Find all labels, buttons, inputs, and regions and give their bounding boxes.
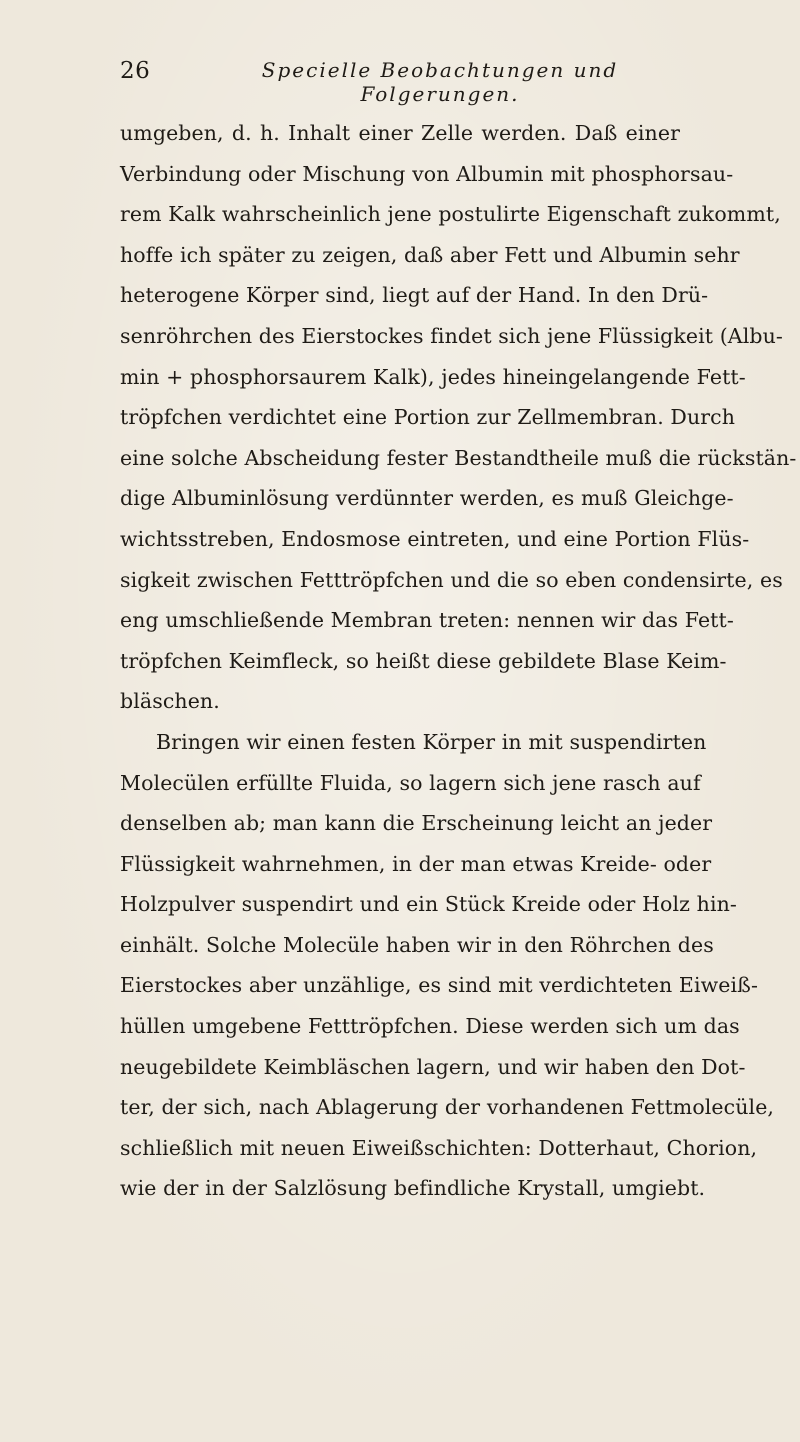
text-line: schließlich mit neuen Eiweißschichten: Dotterhaut, Chorion, bbox=[120, 1135, 758, 1160]
text-line: bläschen. bbox=[120, 689, 220, 714]
text-line: hoffe ich später zu zeigen, daß aber Fett und Albumin sehr bbox=[120, 242, 740, 267]
text-line: min + phosphorsaurem Kalk), jedes hineingelangende Fett- bbox=[120, 364, 746, 389]
page-header bbox=[120, 58, 680, 106]
text-line: rem Kalk wahrscheinlich jene postulirte Eigenschaft zukommt, bbox=[120, 202, 781, 227]
text-line: sigkeit zwischen Fetttröpfchen und die so eben condensirte, es bbox=[120, 567, 783, 592]
text-line: heterogene Körper sind, liegt auf der Hand. In den Drü- bbox=[120, 283, 709, 308]
text-line: eng umschließende Membran treten: nennen wir das Fett- bbox=[120, 608, 734, 633]
text-line: tröpfchen Keimfleck, so heißt diese gebildete Blase Keim- bbox=[120, 648, 727, 673]
text-line: Molecülen erfüllte Fluida, so lagern sich jene rasch auf bbox=[120, 770, 701, 795]
text-line: dige Albuminlösung verdünnter werden, es muß Gleichge- bbox=[120, 486, 734, 511]
text-line: ter, der sich, nach Ablagerung der vorhandenen Fettmolecüle, bbox=[120, 1095, 775, 1120]
text-line: Bringen wir einen festen Körper in mit suspendirten bbox=[156, 729, 707, 754]
text-line: Verbindung oder Mischung von Albumin mit phosphorsau- bbox=[120, 161, 734, 186]
text-line: hüllen umgebene Fetttröpfchen. Diese werden sich um das bbox=[120, 1014, 740, 1039]
text-line: senröhrchen des Eierstockes findet sich jene Flüssigkeit (Albu- bbox=[120, 323, 783, 348]
text-line: wie der in der Salzlösung befindliche Krystall, umgiebt. bbox=[120, 1176, 706, 1201]
text-line: wichtsstreben, Endosmose eintreten, und eine Portion Flüs- bbox=[120, 526, 750, 551]
text-line: neugebildete Keimbläschen lagern, und wir haben den Dot- bbox=[120, 1054, 746, 1079]
page-number: 26 bbox=[120, 58, 151, 84]
text-line: Holzpulver suspendirt und ein Stück Kreide oder Holz hin- bbox=[120, 892, 737, 917]
body-text bbox=[120, 113, 797, 1209]
text-line: Flüssigkeit wahrnehmen, in der man etwas Kreide- oder bbox=[120, 851, 712, 876]
text-line: einhält. Solche Molecüle haben wir in den Röhrchen des bbox=[120, 932, 714, 957]
text-line: eine solche Abscheidung fester Bestandtheile muß die rückstän- bbox=[120, 445, 797, 470]
text-line: tröpfchen verdichtet eine Portion zur Zellmembran. Durch bbox=[120, 405, 736, 430]
text-line: denselben ab; man kann die Erscheinung leicht an jeder bbox=[120, 811, 713, 836]
running-head: Specielle Beobachtungen und Folgerungen. bbox=[261, 58, 619, 106]
text-line: Eierstockes aber unzählige, es sind mit verdichteten Eiweiß- bbox=[120, 973, 758, 998]
text-line: umgeben, d. h. Inhalt einer Zelle werden. Daß einer bbox=[120, 121, 680, 145]
